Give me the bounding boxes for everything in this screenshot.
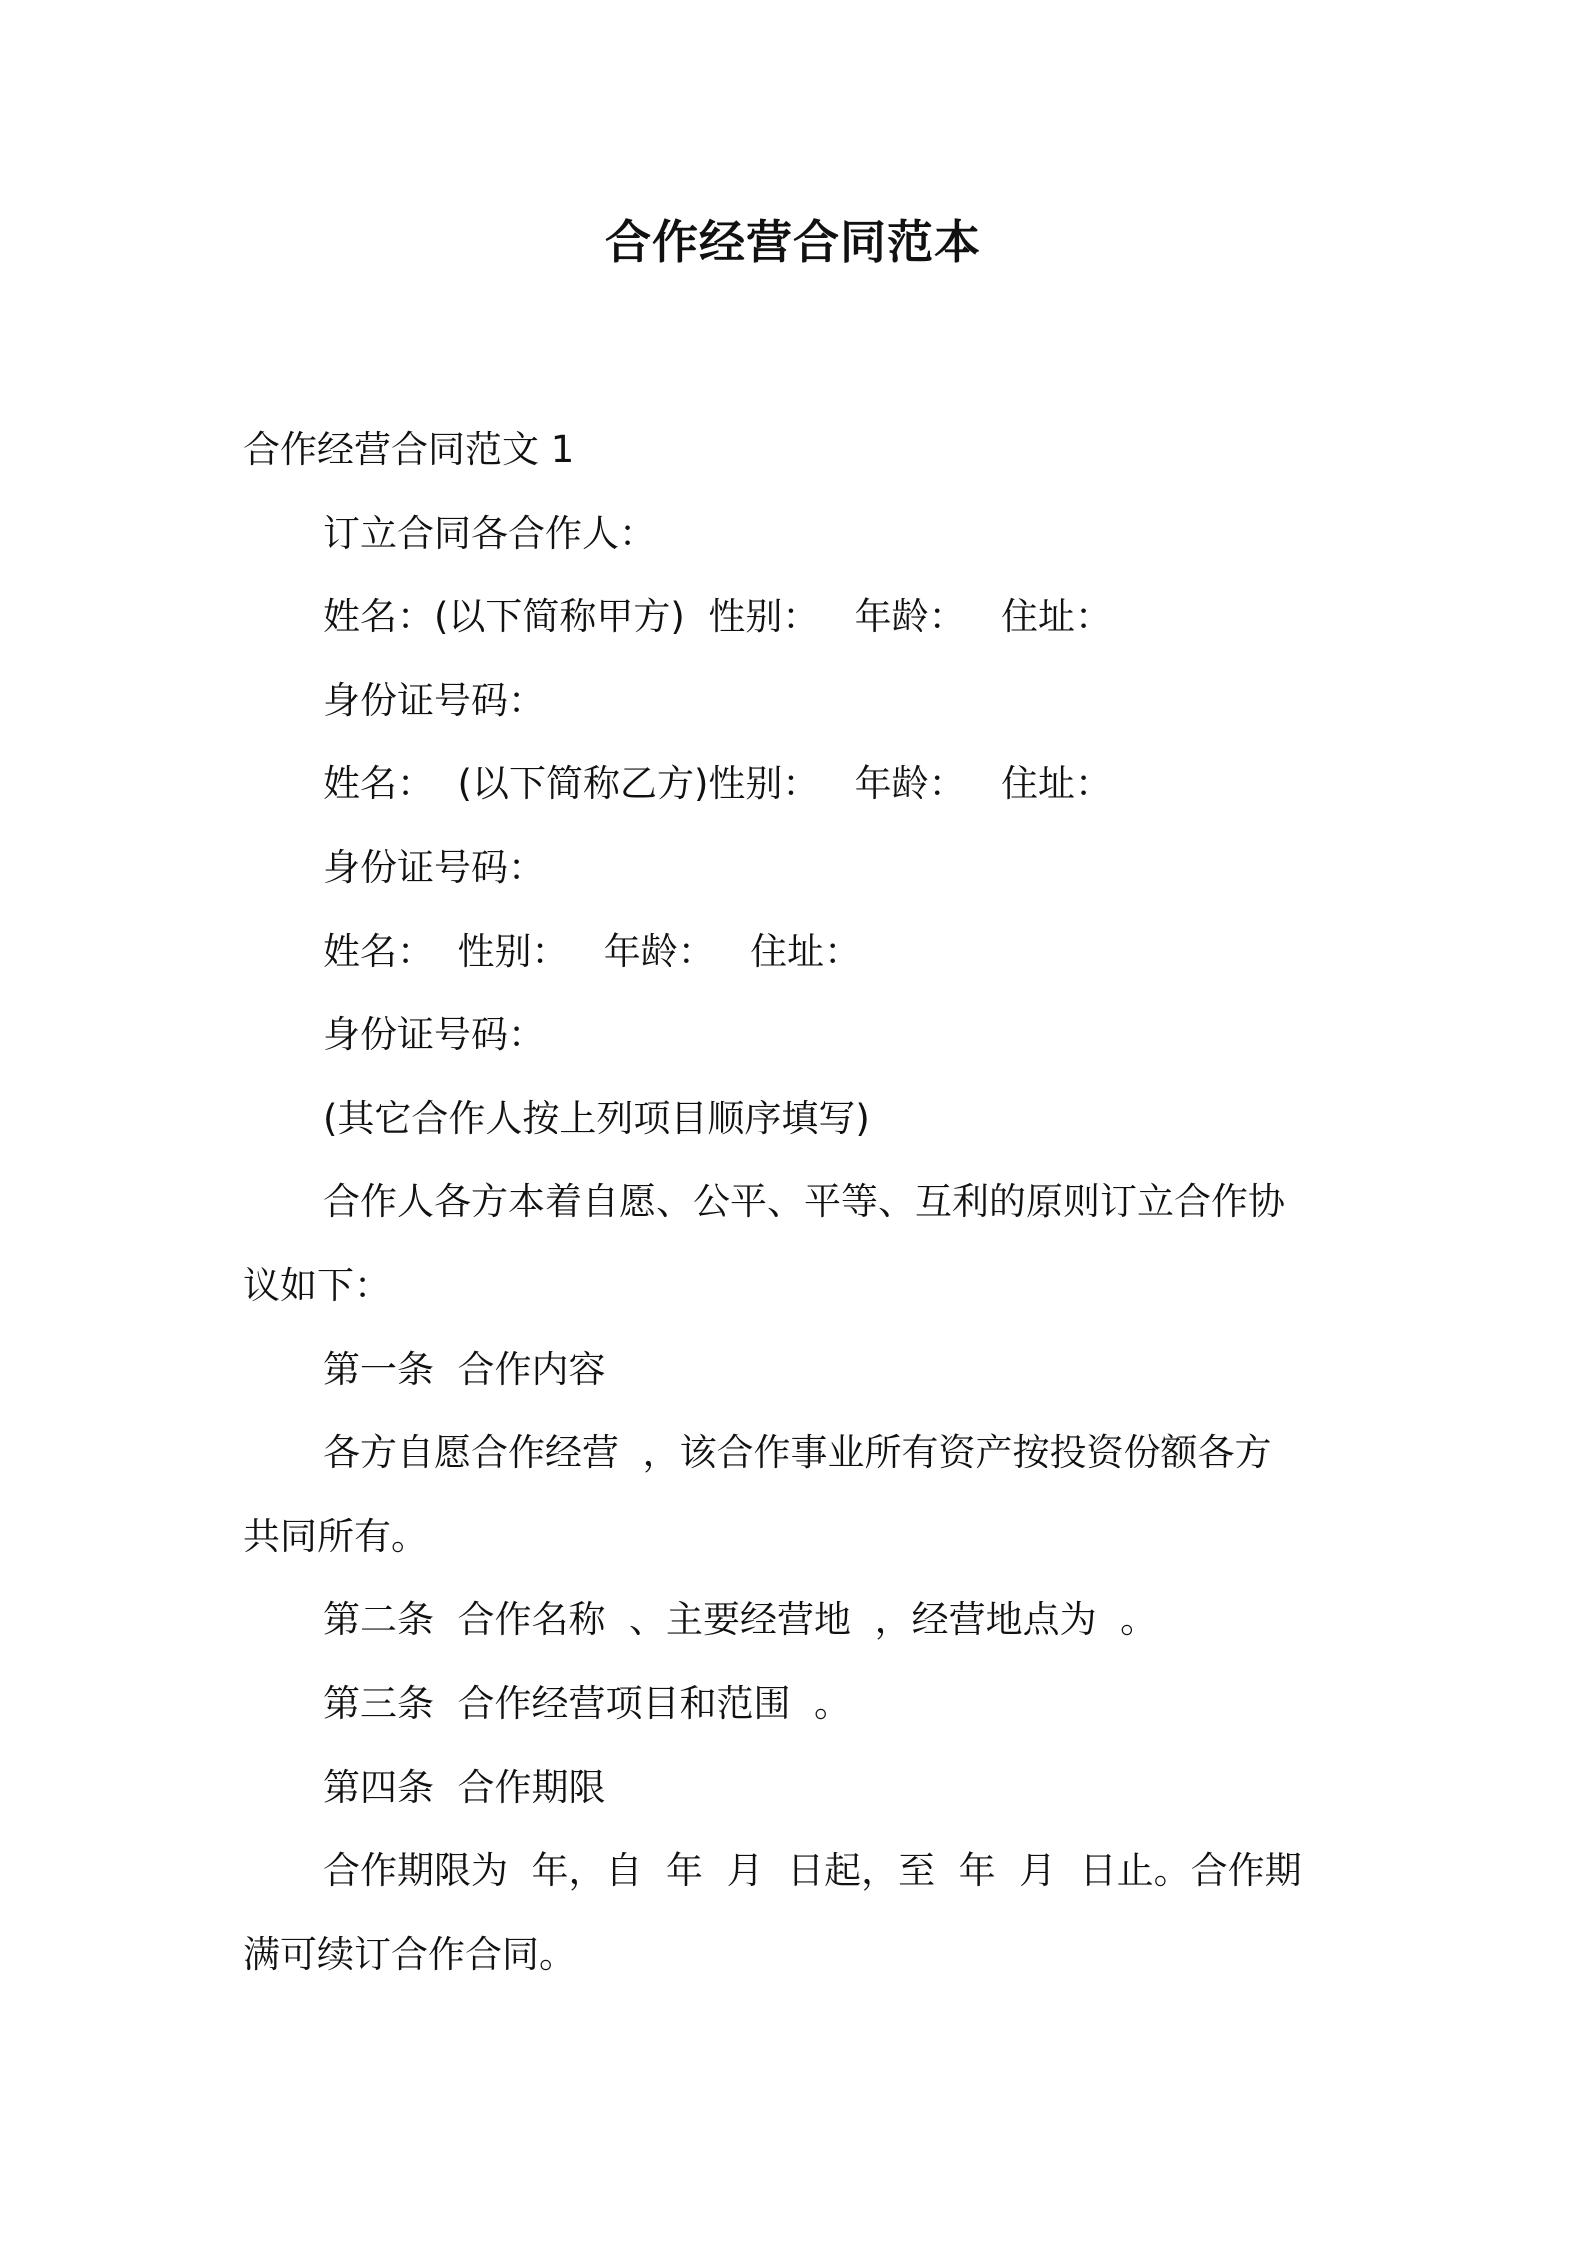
text-line: 姓名： (以下简称乙方)性别： 年龄： 住址： [323, 762, 1112, 806]
document-body [243, 408, 1353, 1996]
text-line: 议如下： [243, 1263, 391, 1307]
text-line: 身份证号码： [323, 845, 545, 889]
text-line: 姓名：(以下简称甲方) 性别： 年龄： 住址： [323, 595, 1112, 639]
text-line: 姓名： 性别： 年龄： 住址： [323, 929, 862, 973]
text-line: 满可续订合作合同。 [243, 1932, 576, 1976]
text-line: 各方自愿合作经营 ，该合作事业所有资产按投资份额各方 [323, 1431, 1272, 1475]
document-title: 合作经营合同范本 [605, 215, 981, 269]
text-line: 身份证号码： [323, 678, 545, 722]
text-line: (其它合作人按上列项目顺序填写) [323, 1096, 870, 1140]
text-line: 共同所有。 [243, 1514, 428, 1558]
text-line: 合作经营合同范文 1 [243, 428, 575, 471]
text-line: 订立合同各合作人： [323, 511, 656, 555]
text-line: 合作期限为 年，自 年 月 日起，至 年 月 日止。合作期 [323, 1849, 1302, 1893]
text-line: 第三条 合作经营项目和范围 。 [323, 1681, 852, 1725]
text-line: 身份证号码： [323, 1013, 545, 1057]
text-line: 第一条 合作内容 [323, 1347, 606, 1391]
text-line: 第二条 合作名称 、主要经营地 ，经营地点为 。 [323, 1598, 1158, 1642]
text-line: 第四条 合作期限 [323, 1765, 606, 1809]
text-line: 合作人各方本着自愿、公平、平等、互利的原则订立合作协 [323, 1180, 1285, 1224]
